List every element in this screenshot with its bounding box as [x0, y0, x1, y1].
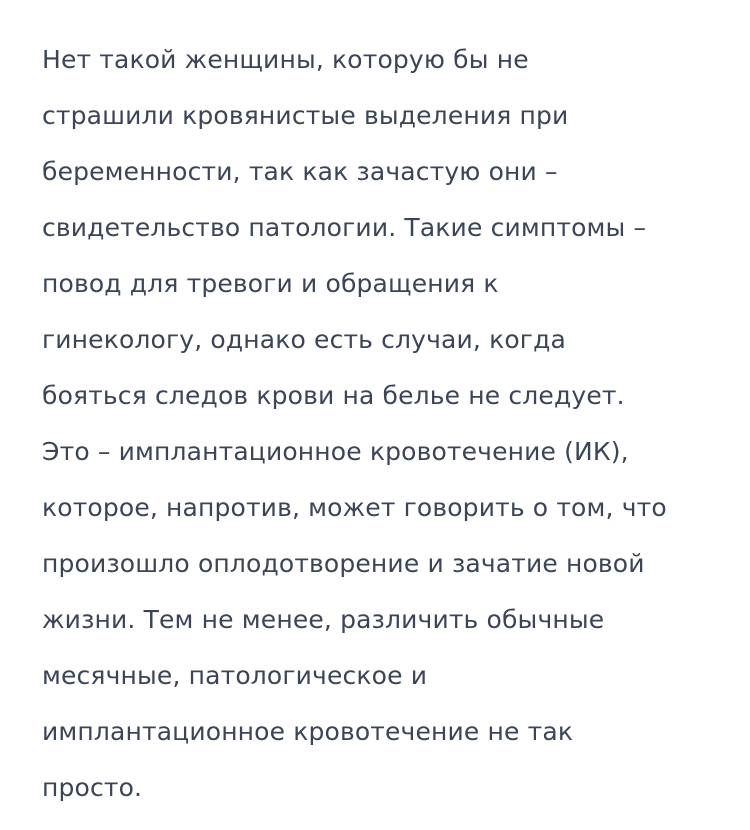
- paragraph-line: свидетельство патологии. Такие симптомы –: [42, 213, 647, 242]
- article-paragraph: [42, 38, 722, 822]
- paragraph-line: бояться следов крови на белье не следует.: [42, 381, 625, 410]
- paragraph-line: гинекологу, однако есть случаи, когда: [42, 325, 566, 354]
- paragraph-line: месячные, патологическое и: [42, 661, 428, 690]
- paragraph-line: имплантационное кровотечение не так: [42, 717, 574, 746]
- paragraph-line: беременности, так как зачастую они –: [42, 157, 558, 186]
- paragraph-line: просто.: [42, 773, 143, 802]
- paragraph-line: жизни. Тем не менее, различить обычные: [42, 605, 605, 634]
- paragraph-line: которое, напротив, может говорить о том, что: [42, 493, 667, 522]
- paragraph-line: Это – имплантационное кровотечение (ИК),: [42, 437, 629, 466]
- paragraph-line: страшили кровянистые выделения при: [42, 101, 569, 130]
- paragraph-line: произошло оплодотворение и зачатие новой: [42, 549, 645, 578]
- paragraph-line: Нет такой женщины, которую бы не: [42, 45, 529, 74]
- paragraph-line: повод для тревоги и обращения к: [42, 269, 499, 298]
